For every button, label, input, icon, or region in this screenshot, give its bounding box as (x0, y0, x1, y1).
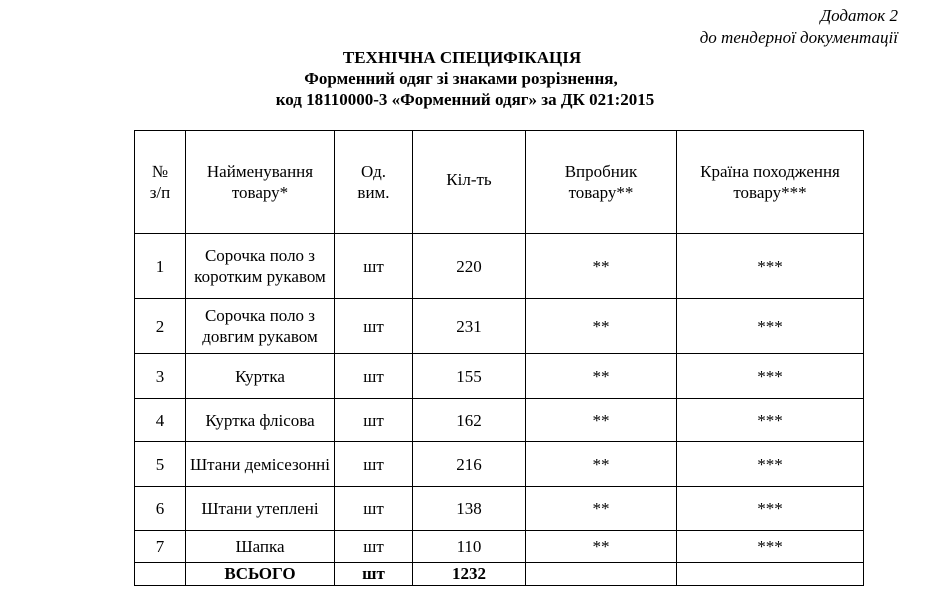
row-manufacturer: ** (526, 234, 677, 299)
document-title: ТЕХНІЧНА СПЕЦИФІКАЦІЯ (342, 48, 582, 67)
total-country-cell (677, 563, 864, 586)
row-number: 6 (135, 487, 186, 531)
row-country: *** (677, 442, 864, 487)
header-unit: Од. вим. (335, 131, 413, 234)
row-number: 3 (135, 354, 186, 399)
row-manufacturer: ** (526, 354, 677, 399)
row-quantity: 231 (413, 299, 526, 354)
specification-table (134, 130, 864, 586)
appendix-number: Додаток 2 (820, 6, 898, 25)
row-quantity: 110 (413, 531, 526, 563)
row-name: Шапка (186, 531, 335, 563)
row-country: *** (677, 234, 864, 299)
row-manufacturer: ** (526, 442, 677, 487)
row-unit: шт (335, 234, 413, 299)
row-manufacturer: ** (526, 531, 677, 563)
row-number: 2 (135, 299, 186, 354)
row-quantity: 220 (413, 234, 526, 299)
row-manufacturer: ** (526, 299, 677, 354)
header-number: № з/п (135, 131, 186, 234)
row-quantity: 138 (413, 487, 526, 531)
total-unit: шт (335, 563, 413, 586)
table-row (135, 531, 864, 563)
table-row (135, 234, 864, 299)
row-number: 5 (135, 442, 186, 487)
table-row (135, 487, 864, 531)
row-unit: шт (335, 299, 413, 354)
total-number-cell (135, 563, 186, 586)
row-name: Сорочка поло з довгим рукавом (186, 299, 335, 354)
row-name: Штани утеплені (186, 487, 335, 531)
row-unit: шт (335, 354, 413, 399)
row-unit: шт (335, 399, 413, 442)
row-quantity: 162 (413, 399, 526, 442)
header-name: Найменування товару* (186, 131, 335, 234)
row-number: 7 (135, 531, 186, 563)
table-row (135, 442, 864, 487)
total-label: ВСЬОГО (186, 563, 335, 586)
header-country: Країна походження товару*** (677, 131, 864, 234)
row-manufacturer: ** (526, 487, 677, 531)
row-name: Штани демісезонні (186, 442, 335, 487)
row-country: *** (677, 531, 864, 563)
row-country: *** (677, 354, 864, 399)
row-number: 4 (135, 399, 186, 442)
row-name: Куртка (186, 354, 335, 399)
table-total-row (135, 563, 864, 586)
row-quantity: 155 (413, 354, 526, 399)
row-name: Куртка флісова (186, 399, 335, 442)
table-row (135, 399, 864, 442)
row-quantity: 216 (413, 442, 526, 487)
row-name: Сорочка поло з коротким рукавом (186, 234, 335, 299)
row-country: *** (677, 487, 864, 531)
row-country: *** (677, 399, 864, 442)
table-row (135, 299, 864, 354)
appendix-reference: до тендерної документації (699, 28, 898, 47)
total-manufacturer-cell (526, 563, 677, 586)
document-code: код 18110000-3 «Форменний одяг» за ДК 021:2015 (275, 90, 655, 109)
row-unit: шт (335, 487, 413, 531)
header-quantity: Кіл-ть (413, 131, 526, 234)
document-subtitle: Форменний одяг зі знаками розрізнення, (304, 69, 618, 88)
row-unit: шт (335, 442, 413, 487)
appendix-note (700, 5, 898, 49)
row-country: *** (677, 299, 864, 354)
total-quantity: 1232 (413, 563, 526, 586)
header-manufacturer: Впробник товару** (526, 131, 677, 234)
document-heading (0, 47, 927, 110)
row-unit: шт (335, 531, 413, 563)
row-manufacturer: ** (526, 399, 677, 442)
row-number: 1 (135, 234, 186, 299)
table-header-row (135, 131, 864, 234)
table-row (135, 354, 864, 399)
